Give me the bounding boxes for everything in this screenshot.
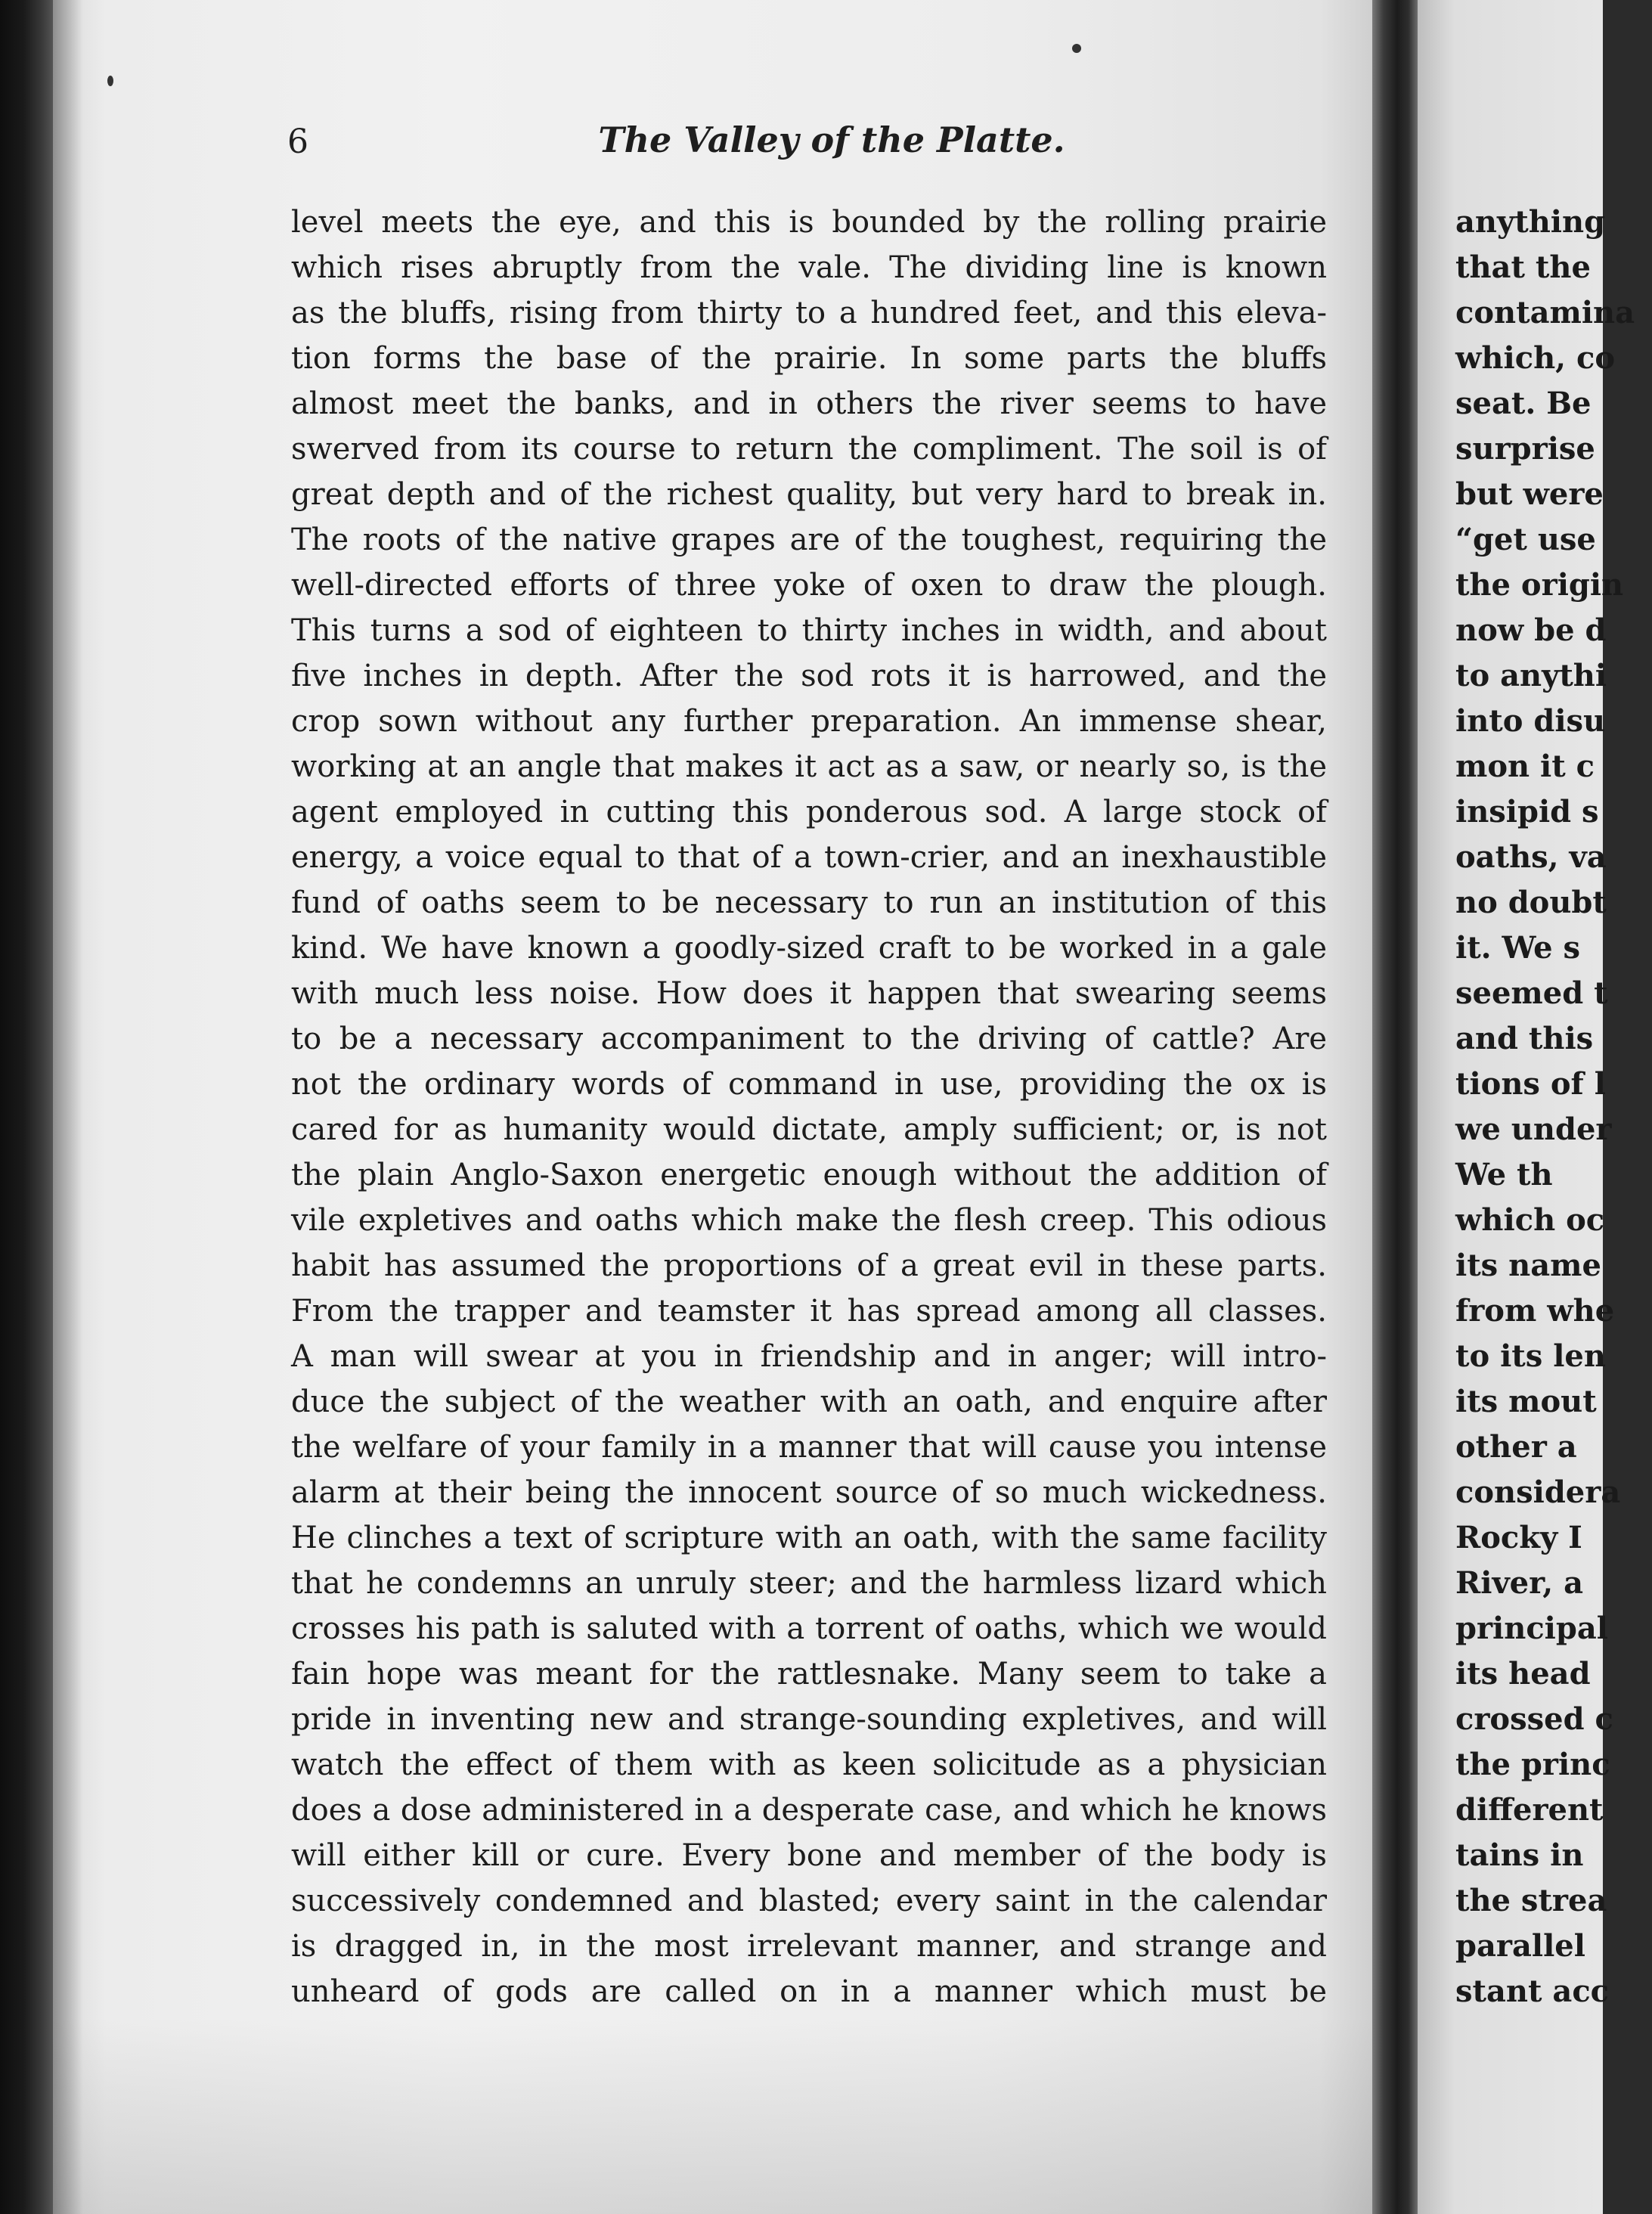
text-line: habit has assumed the proportions of a great evil in these parts. <box>291 1248 1327 1283</box>
text-line: not the ordinary words of command in use, providing the ox is <box>291 1067 1327 1102</box>
text-line: energy, a voice equal to that of a town-crier, and an inexhaustible <box>291 840 1327 875</box>
text-line: cared for as humanity would dictate, amply sufficient; or, is not <box>291 1112 1327 1147</box>
text-line: level meets the eye, and this is bounded by the rolling prairie <box>291 205 1327 240</box>
facing-text-line: contamina <box>1455 295 1635 330</box>
text-line: crop sown without any further preparation. An immense shear, <box>291 704 1327 739</box>
scan-speck <box>107 76 113 86</box>
text-line: is dragged in, in the most irrelevant manner, and strange and <box>291 1929 1327 1964</box>
facing-text-line: to anythi <box>1455 658 1607 693</box>
facing-text-line: parallel <box>1455 1928 1585 1964</box>
text-line: will either kill or cure. Every bone and member of the body is <box>291 1838 1327 1873</box>
book-gutter <box>1372 0 1418 2214</box>
text-line: to be a necessary accompaniment to the driving of cattle? Are <box>291 1022 1327 1056</box>
page-header <box>234 113 1331 166</box>
facing-text-line: to its len <box>1455 1338 1606 1374</box>
facing-text-line: that the <box>1455 250 1591 285</box>
facing-page-text <box>1455 200 1652 2014</box>
text-line: successively condemned and blasted; every saint in the calendar <box>291 1884 1327 1918</box>
page-fold-shadow <box>53 0 83 2214</box>
facing-text-line: into disu <box>1455 703 1606 739</box>
facing-text-line: seemed t <box>1455 975 1608 1011</box>
facing-text-line: “get use <box>1455 522 1596 557</box>
facing-text-line: stant acc <box>1455 1974 1610 2009</box>
facing-text-line: We th <box>1455 1157 1553 1192</box>
facing-text-line: anything <box>1455 204 1606 240</box>
text-line: unheard of gods are called on in a manner which must be <box>291 1974 1327 2009</box>
text-line: working at an angle that makes it act as a saw, or nearly so, is the <box>291 749 1327 784</box>
body-text <box>291 200 1327 2014</box>
facing-text-line: but were <box>1455 476 1604 512</box>
text-line: well-directed efforts of three yoke of oxen to draw the plough. <box>291 568 1327 603</box>
facing-text-line: its head <box>1455 1656 1591 1692</box>
text-line: watch the effect of them with as keen solicitude as a physician <box>291 1747 1327 1782</box>
facing-text-line: which, co <box>1455 340 1616 376</box>
text-line: five inches in depth. After the sod rots it is harrowed, and the <box>291 659 1327 693</box>
text-line: almost meet the banks, and in others the river seems to have <box>291 386 1327 421</box>
facing-text-line: different <box>1455 1792 1604 1828</box>
text-line: great depth and of the richest quality, but very hard to break in. <box>291 477 1327 512</box>
text-line: fund of oaths seem to be necessary to run an institution of this <box>291 885 1327 920</box>
facing-text-line: its mout <box>1455 1384 1597 1419</box>
text-line: tion forms the base of the prairie. In some parts the bluffs <box>291 341 1327 376</box>
facing-text-line: now be d <box>1455 612 1607 648</box>
facing-text-line: the princ <box>1455 1747 1610 1782</box>
facing-text-line: the strea <box>1455 1883 1607 1918</box>
facing-text-line: other a <box>1455 1429 1577 1465</box>
text-line: agent employed in cutting this ponderous sod. A large stock of <box>291 795 1327 829</box>
text-line: swerved from its course to return the compliment. The soil is of <box>291 432 1327 467</box>
text-line: fain hope was meant for the rattlesnake. Many seem to take a <box>291 1657 1327 1692</box>
scan-border-left <box>0 0 53 2214</box>
text-line: that he condemns an unruly steer; and the harmless lizard which <box>291 1566 1327 1601</box>
text-line: alarm at their being the innocent source of so much wickedness. <box>291 1475 1327 1510</box>
text-line: vile expletives and oaths which make the flesh creep. This odious <box>291 1203 1327 1238</box>
facing-text-line: its name <box>1455 1248 1601 1283</box>
facing-text-line: and this <box>1455 1021 1594 1056</box>
text-line: This turns a sod of eighteen to thirty inches in width, and about <box>291 613 1327 648</box>
text-line: duce the subject of the weather with an oath, and enquire after <box>291 1385 1327 1419</box>
text-line: From the trapper and teamster it has spread among all classes. <box>291 1294 1327 1329</box>
text-line: pride in inventing new and strange-sounding expletives, and will <box>291 1702 1327 1737</box>
text-line: crosses his path is saluted with a torrent of oaths, which we would <box>291 1611 1327 1646</box>
running-title: The Valley of the Platte. <box>598 119 1065 160</box>
text-line: A man will swear at you in friendship and in anger; will intro- <box>291 1339 1327 1374</box>
facing-text-line: we under <box>1455 1112 1612 1147</box>
facing-page <box>1418 0 1635 2214</box>
facing-text-line: principal <box>1455 1611 1608 1646</box>
facing-text-line: seat. Be <box>1455 386 1592 421</box>
facing-text-line: which oc <box>1455 1202 1605 1238</box>
text-line: He clinches a text of scripture with an oath, with the same facility <box>291 1521 1327 1555</box>
text-line: the plain Anglo-Saxon energetic enough without the addition of <box>291 1158 1327 1192</box>
facing-text-line: River, a <box>1455 1565 1584 1601</box>
facing-text-line: mon it c <box>1455 749 1595 784</box>
text-line: with much less noise. How does it happen that swearing seems <box>291 976 1327 1011</box>
facing-text-line: surprise <box>1455 431 1595 467</box>
facing-text-line: considera <box>1455 1474 1621 1510</box>
facing-text-line: crossed c <box>1455 1701 1613 1737</box>
facing-text-line: tains in <box>1455 1837 1584 1873</box>
facing-text-line: Rocky I <box>1455 1520 1582 1555</box>
text-line: kind. We have known a goodly-sized craft to be worked in a gale <box>291 931 1327 966</box>
facing-text-line: tions of l <box>1455 1066 1606 1102</box>
facing-text-line: the origin <box>1455 567 1624 603</box>
facing-text-line: oaths, va <box>1455 839 1607 875</box>
scan-speck <box>1072 44 1081 53</box>
facing-text-line: it. We s <box>1455 930 1581 966</box>
facing-text-line: from whe <box>1455 1293 1615 1329</box>
text-line: as the bluffs, rising from thirty to a hundred feet, and this eleva- <box>291 296 1327 330</box>
page-number: 6 <box>287 122 308 161</box>
text-line: the welfare of your family in a manner that will cause you intense <box>291 1430 1327 1465</box>
text-line: does a dose administered in a desperate case, and which he knows <box>291 1793 1327 1828</box>
text-line: The roots of the native grapes are of the toughest, requiring the <box>291 522 1327 557</box>
facing-text-line: no doubt <box>1455 885 1607 920</box>
text-line: which rises abruptly from the vale. The dividing line is known <box>291 250 1327 285</box>
facing-text-line: insipid s <box>1455 794 1599 829</box>
